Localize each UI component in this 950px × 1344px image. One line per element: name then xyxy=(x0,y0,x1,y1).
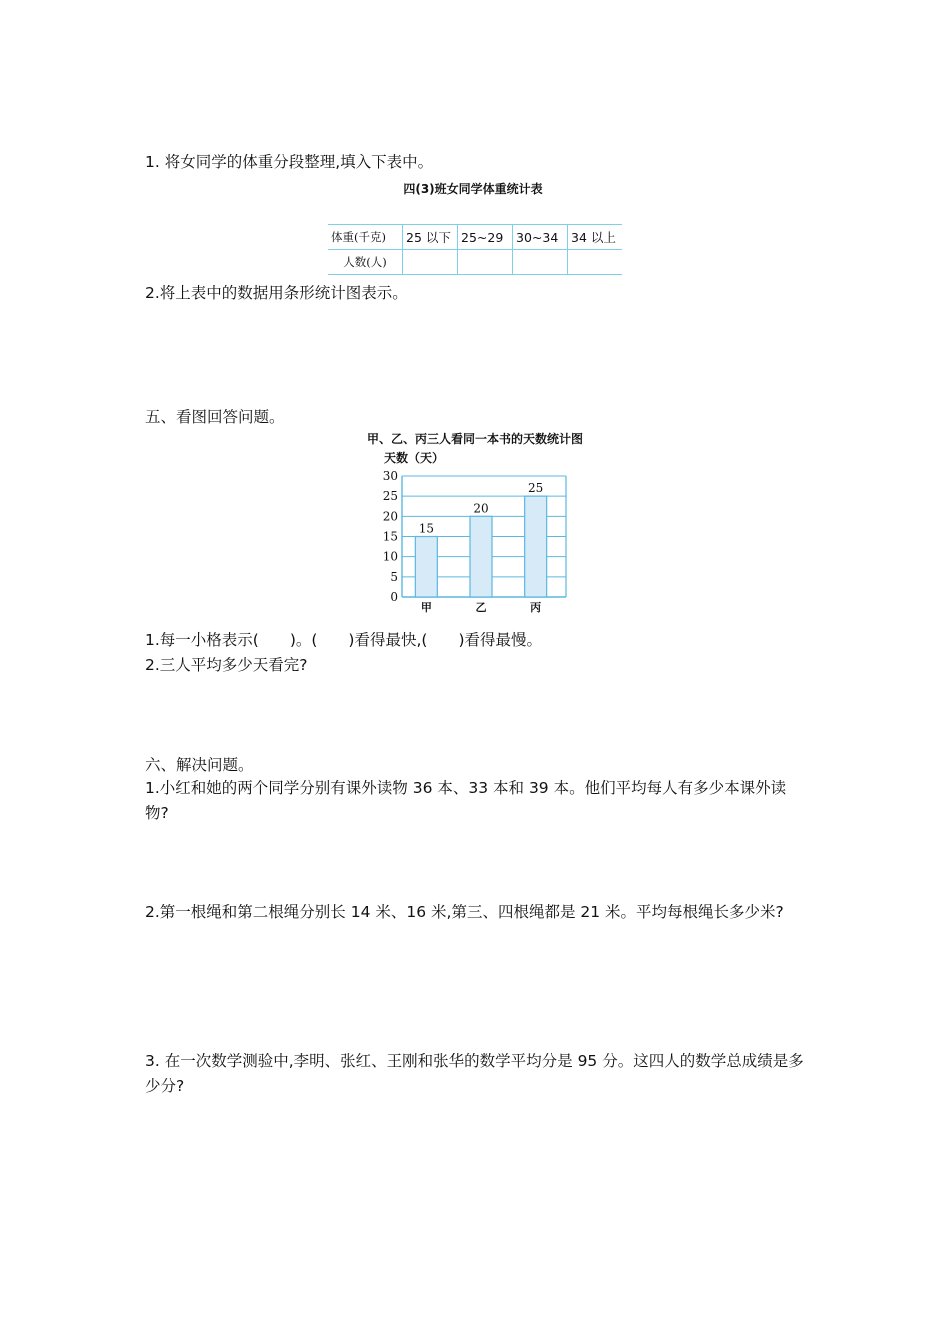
y-tick-label: 0 xyxy=(390,590,398,604)
table-cell: 34 以上 xyxy=(568,225,623,250)
chart-title: 甲、乙、丙三人看同一本书的天数统计图 xyxy=(366,432,583,446)
x-tick-label: 丙 xyxy=(530,601,542,614)
weight-table xyxy=(328,224,622,275)
y-tick-label: 5 xyxy=(390,569,398,584)
question-4-1: 1. 将女同学的体重分段整理,填入下表中。 xyxy=(145,153,434,171)
table-cell-empty[interactable] xyxy=(458,250,513,275)
question-5-1: 1.每一小格表示( )。( )看得最快,( )看得最慢。 xyxy=(145,631,542,649)
question-6-2: 2.第一根绳和第二根绳分别长 14 米、16 米,第三、四根绳都是 21 米。平均每根绳长多少米? xyxy=(145,903,784,921)
question-4-2: 2.将上表中的数据用条形统计图表示。 xyxy=(145,284,408,302)
table-cell: 25 以下 xyxy=(403,225,458,250)
bar-value-label: 15 xyxy=(418,521,434,536)
table-row xyxy=(328,225,622,250)
bar xyxy=(470,516,492,597)
x-tick-label: 乙 xyxy=(475,601,487,614)
section-6-heading: 六、解决问题。 xyxy=(145,756,254,774)
y-tick-label: 30 xyxy=(382,469,398,483)
y-tick-label: 10 xyxy=(382,549,398,564)
bar xyxy=(415,537,437,598)
question-5-2: 2.三人平均多少天看完? xyxy=(145,656,308,674)
table-cell-empty[interactable] xyxy=(403,250,458,275)
y-tick-label: 15 xyxy=(382,529,398,544)
table-row-header-weight: 体重(千克) xyxy=(328,225,403,250)
table-cell-empty[interactable] xyxy=(513,250,568,275)
table-title: 四(3)班女同学体重统计表 xyxy=(403,182,543,196)
bar-value-label: 25 xyxy=(528,481,544,496)
bar-chart xyxy=(370,448,590,616)
table-cell: 25~29 xyxy=(458,225,513,250)
table-row xyxy=(328,250,622,275)
bar-value-label: 20 xyxy=(473,501,489,516)
y-axis-label: 天数（天） xyxy=(384,451,445,465)
table-row-header-count: 人数(人) xyxy=(328,250,403,275)
bar xyxy=(525,496,547,597)
question-6-1: 1.小红和她的两个同学分别有课外读物 36 本、33 本和 39 本。他们平均每人有多少本课外读物? xyxy=(145,779,787,822)
section-5-heading: 五、看图回答问题。 xyxy=(145,408,285,426)
question-6-3: 3. 在一次数学测验中,李明、张红、王刚和张华的数学平均分是 95 分。这四人的数学总成绩是多少分? xyxy=(145,1052,804,1095)
x-tick-label: 甲 xyxy=(420,601,432,614)
table-cell-empty[interactable] xyxy=(568,250,623,275)
y-tick-label: 25 xyxy=(382,489,398,504)
y-tick-label: 20 xyxy=(382,509,398,524)
table-cell: 30~34 xyxy=(513,225,568,250)
